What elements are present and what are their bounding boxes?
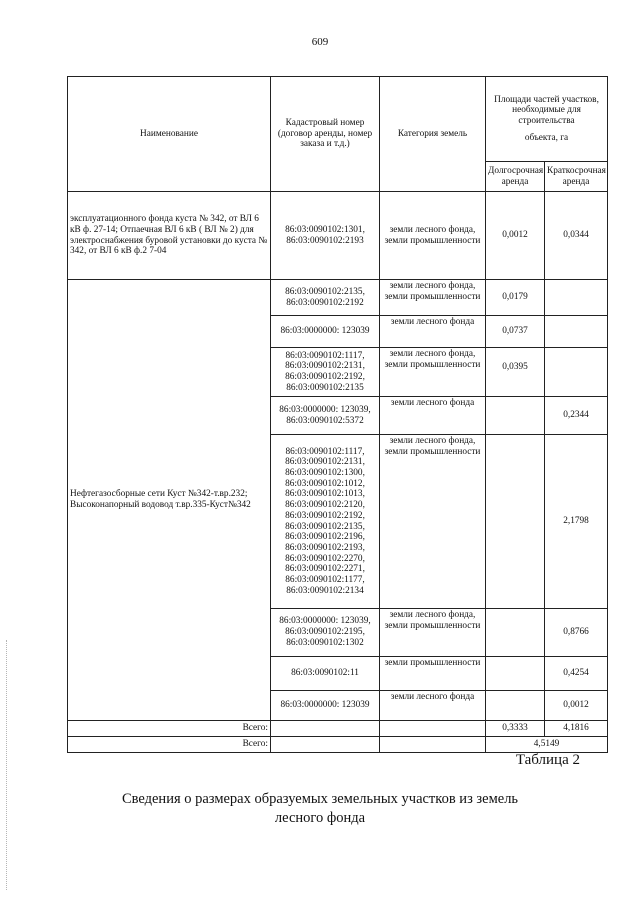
row-long-term xyxy=(486,657,545,691)
table-caption: Таблица 2 xyxy=(515,752,580,768)
row-short-term: 0,8766 xyxy=(545,609,608,657)
header-area xyxy=(486,77,608,162)
header-long-term: Долгосрочная аренда xyxy=(486,162,545,192)
section-title-line1: Сведения о размерах образуемых земельных участков из земель xyxy=(121,791,519,807)
row-category: земли лесного фонда, земли промышленности xyxy=(380,435,486,609)
row-short-term: 0,0344 xyxy=(545,192,608,280)
row-category: земли промышленности xyxy=(380,657,486,691)
row-cadastral: 86:03:0090102:2135, 86:03:0090102:2192 xyxy=(271,280,380,316)
row-cadastral: 86:03:0090102:1301, 86:03:0090102:2193 xyxy=(271,192,380,280)
row-short-term xyxy=(545,280,608,316)
row-long-term: 0,0179 xyxy=(486,280,545,316)
row-category: земли лесного фонда, земли промышленности xyxy=(380,348,486,397)
row-long-term xyxy=(486,691,545,721)
row-cadastral: 86:03:0000000: 123039 xyxy=(271,316,380,348)
row-category: земли лесного фонда, земли промышленности xyxy=(380,280,486,316)
row-long-term xyxy=(486,397,545,435)
grand-total-value: 4,5149 xyxy=(486,737,608,753)
row-short-term: 0,2344 xyxy=(545,397,608,435)
row-long-term: 0,0737 xyxy=(486,316,545,348)
scan-margin-dots xyxy=(6,640,9,890)
total-label: Всего: xyxy=(68,721,271,737)
row-cadastral: 86:03:0090102:1117, 86:03:0090102:2131, 86:03:0090102:2192, 86:03:0090102:2135 xyxy=(271,348,380,397)
grand-total-label: Всего: xyxy=(68,737,271,753)
row-name: эксплуатационного фонда куста № 342, от ВЛ 6 кВ ф. 27-14; Отпаечная ВЛ 6 кВ ( ВЛ № 2) для электроснабжения буровой установки до куста № 342, от ВЛ 6 кВ ф.2 7-04 xyxy=(68,192,271,280)
row-category: земли лесного фонда xyxy=(380,691,486,721)
row-category: земли лесного фонда xyxy=(380,316,486,348)
row-cadastral: 86:03:0090102:1117, 86:03:0090102:2131, 86:03:0090102:1300, 86:03:0090102:1012, 86:03:0090102:1013, 86:03:0090102:2120, 86:03:0090102:2192, 86:03:0090102:2135, 86:03:0090102:2196, 86:03:0090102:2193, 86:03:0090102:2270, 86:03:0090102:2271, 86:03:0090102:1177, 86:03:0090102:2134 xyxy=(271,435,380,609)
page-number: 609 xyxy=(311,36,329,48)
section-title-line2: лесного фонда xyxy=(274,809,366,826)
row-name: Нефтегазосборные сети Куст №342-т.вр.232; Высоконапорный водовод т.вр.335-Куст№342 xyxy=(68,280,271,721)
grand-total-empty-category xyxy=(380,737,486,753)
header-area-unit: объекта, га xyxy=(524,132,569,143)
grand-total-empty-cadastral xyxy=(271,737,380,753)
total-row xyxy=(68,721,608,737)
header-category: Категория земель xyxy=(380,77,486,192)
table-header-row xyxy=(68,77,608,162)
total-empty-cadastral xyxy=(271,721,380,737)
row-long-term xyxy=(486,609,545,657)
row-short-term xyxy=(545,316,608,348)
total-long-term: 0,3333 xyxy=(486,721,545,737)
row-category: земли лесного фонда xyxy=(380,397,486,435)
row-short-term: 2,1798 xyxy=(545,435,608,609)
row-short-term: 0,0012 xyxy=(545,691,608,721)
table-row xyxy=(68,192,608,280)
row-cadastral: 86:03:0090102:11 xyxy=(271,657,380,691)
row-category: земли лесного фонда, земли промышленности xyxy=(380,192,486,280)
row-cadastral: 86:03:0000000: 123039 xyxy=(271,691,380,721)
row-long-term: 0,0395 xyxy=(486,348,545,397)
table-row xyxy=(68,280,608,316)
row-short-term xyxy=(545,348,608,397)
row-cadastral: 86:03:0000000: 123039, 86:03:0090102:5372 xyxy=(271,397,380,435)
row-cadastral: 86:03:0000000: 123039, 86:03:0090102:2195, 86:03:0090102:1302 xyxy=(271,609,380,657)
header-cadastral: Кадастровый номер (договор аренды, номер заказа и т.д.) xyxy=(271,77,380,192)
grand-total-row xyxy=(68,737,608,753)
row-short-term: 0,4254 xyxy=(545,657,608,691)
row-long-term: 0,0012 xyxy=(486,192,545,280)
header-short-term: Краткосрочная аренда xyxy=(545,162,608,192)
header-name: Наименование xyxy=(68,77,271,192)
header-area-main: Площади частей участков, необходимые для строительства xyxy=(494,94,599,126)
land-plots-table xyxy=(67,76,608,753)
section-title xyxy=(0,790,640,828)
total-short-term: 4,1816 xyxy=(545,721,608,737)
total-empty-category xyxy=(380,721,486,737)
row-category: земли лесного фонда, земли промышленности xyxy=(380,609,486,657)
row-long-term xyxy=(486,435,545,609)
